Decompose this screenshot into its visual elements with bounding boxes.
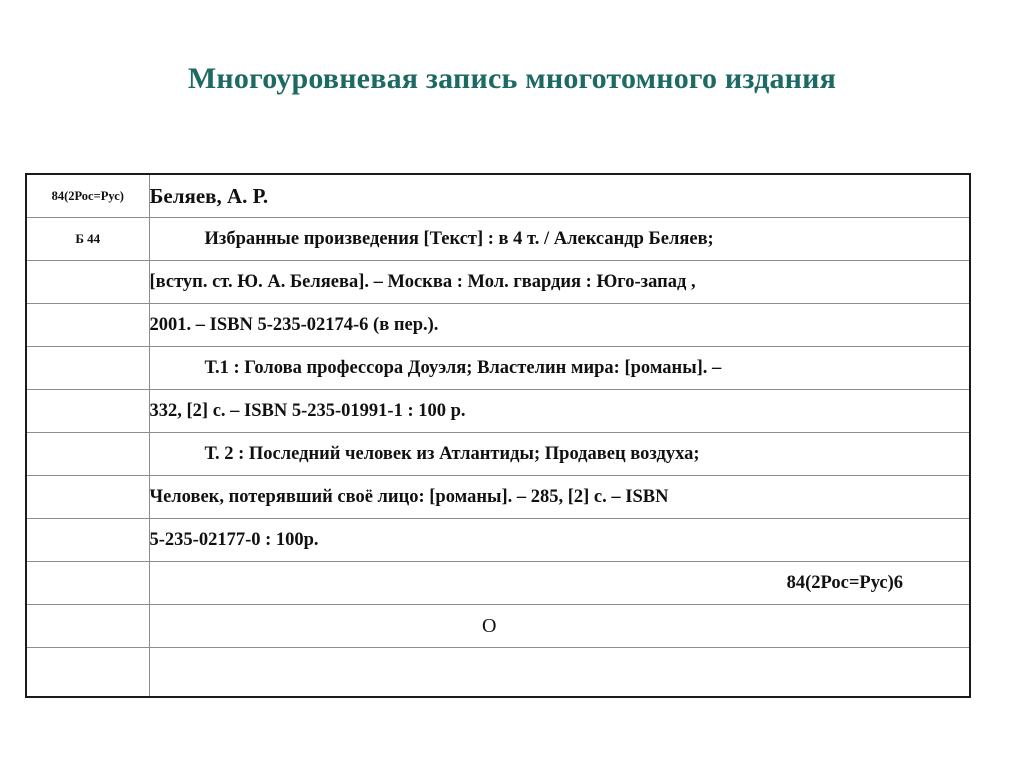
- table-row: [26, 304, 970, 347]
- table-row: [26, 174, 970, 218]
- index-cell: [26, 304, 149, 347]
- bibliographic-record-table-wrap: [25, 173, 971, 698]
- page-title: Многоуровневая запись многотомного издания: [187, 62, 837, 95]
- record-cell: 2001. – ISBN 5-235-02174-6 (в пер.).: [149, 304, 970, 347]
- table-row: [26, 648, 970, 698]
- index-cell: Б 44: [26, 218, 149, 261]
- bibliographic-record-table: [25, 173, 971, 698]
- index-cell: [26, 390, 149, 433]
- index-cell: [26, 433, 149, 476]
- record-cell: Т. 2 : Последний человек из Атлантиды; Продавец воздуха;: [149, 433, 970, 476]
- record-cell: [вступ. ст. Ю. А. Беляева]. – Москва : Мол. гвардия : Юго-запад ,: [149, 261, 970, 304]
- table-row: [26, 261, 970, 304]
- table-row: [26, 562, 970, 605]
- record-cell: 5-235-02177-0 : 100р.: [149, 519, 970, 562]
- record-cell: Т.1 : Голова профессора Доуэля; Властелин мира: [романы]. –: [149, 347, 970, 390]
- table-row: [26, 347, 970, 390]
- index-cell: [26, 347, 149, 390]
- table-row: [26, 218, 970, 261]
- record-cell: Беляев, А. Р.: [149, 174, 970, 218]
- record-cell: Человек, потерявший своё лицо: [романы]. – 285, [2] с. – ISBN: [149, 476, 970, 519]
- table-row: [26, 605, 970, 648]
- index-cell: [26, 605, 149, 648]
- record-cell: 332, [2] с. – ISBN 5-235-01991-1 : 100 р.: [149, 390, 970, 433]
- index-cell: [26, 261, 149, 304]
- record-cell: [149, 648, 970, 698]
- table-row: [26, 433, 970, 476]
- index-cell: [26, 562, 149, 605]
- table-row: [26, 519, 970, 562]
- table-row: [26, 390, 970, 433]
- record-cell: О: [149, 605, 970, 648]
- classification-cell: 84(2Рос=Рус)6: [149, 562, 970, 605]
- index-cell: [26, 519, 149, 562]
- table-row: [26, 476, 970, 519]
- index-cell: [26, 648, 149, 698]
- record-cell: Избранные произведения [Текст] : в 4 т. / Александр Беляев;: [149, 218, 970, 261]
- index-cell: 84(2Рос=Рус): [26, 174, 149, 218]
- table-body: [26, 174, 970, 697]
- index-cell: [26, 476, 149, 519]
